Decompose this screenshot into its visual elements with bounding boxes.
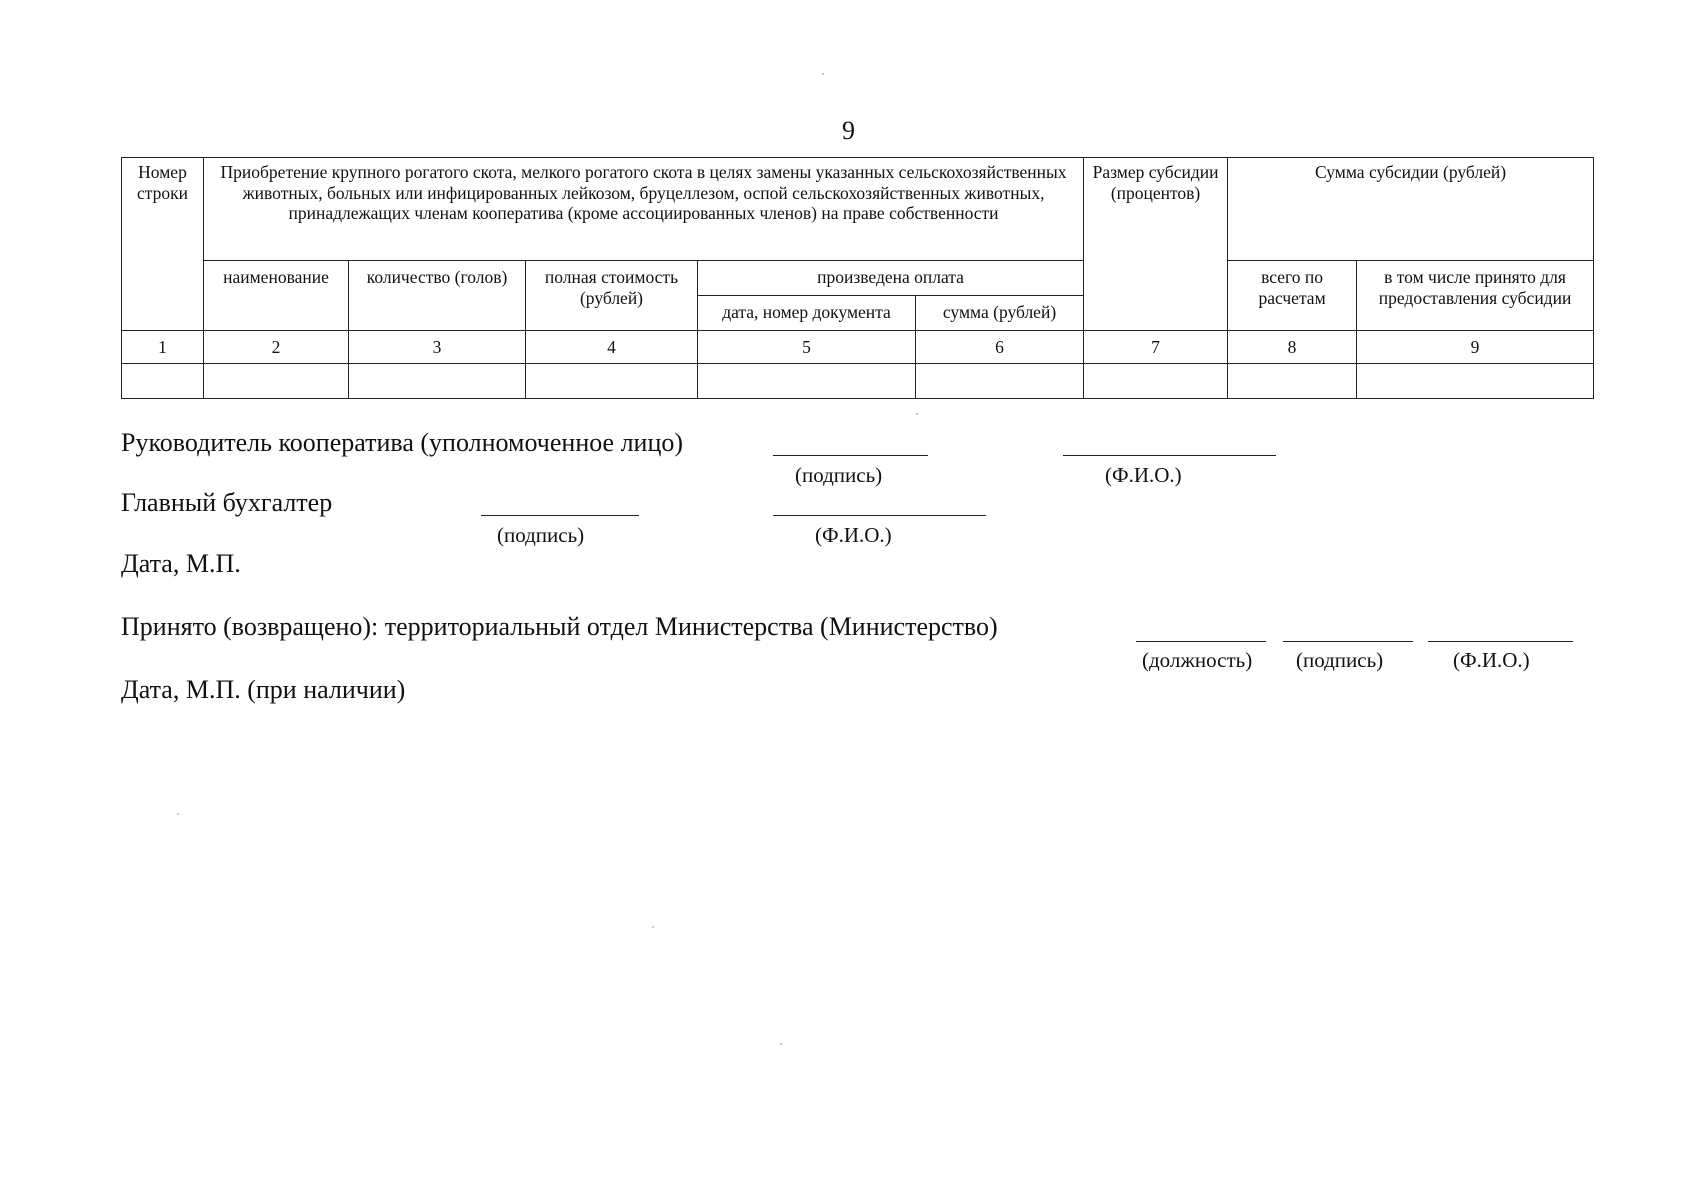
header-row-number: Номер строки	[122, 158, 204, 331]
page-number: 9	[842, 116, 855, 145]
column-number: 8	[1228, 331, 1357, 364]
column-number: 5	[698, 331, 916, 364]
header-subsidy-amount: Сумма субсидии (рублей)	[1228, 158, 1594, 261]
head-name-caption: (Ф.И.О.)	[1105, 463, 1182, 487]
accepted-position-line	[1136, 641, 1266, 642]
accountant-name-line	[773, 515, 986, 516]
head-name-line	[1063, 455, 1276, 456]
empty-cell	[204, 364, 349, 399]
accepted-signature-line	[1283, 641, 1413, 642]
accepted-name-line	[1428, 641, 1573, 642]
scan-speck	[780, 1043, 782, 1045]
scan-speck	[916, 413, 918, 415]
date-stamp: Дата, М.П.	[121, 549, 241, 578]
header-name: наименование	[204, 261, 349, 331]
column-number: 4	[526, 331, 698, 364]
head-label: Руководитель кооператива (уполномоченное лицо)	[121, 428, 684, 457]
empty-cell	[698, 364, 916, 399]
empty-cell	[122, 364, 204, 399]
header-payment-made: произведена оплата	[698, 261, 1084, 296]
header-total-calc: всего по расчетам	[1228, 261, 1357, 331]
empty-cell	[1084, 364, 1228, 399]
accountant-label: Главный бухгалтер	[121, 488, 333, 517]
header-payment-sum: сумма (рублей)	[916, 296, 1084, 331]
scan-speck	[822, 73, 824, 75]
accepted-name-caption: (Ф.И.О.)	[1453, 648, 1530, 672]
date-stamp-optional: Дата, М.П. (при наличии)	[121, 675, 406, 704]
header-payment-date-doc: дата, номер документа	[698, 296, 916, 331]
subsidy-table	[121, 157, 1594, 399]
column-number: 3	[349, 331, 526, 364]
header-acquisition: Приобретение крупного рогатого скота, мелкого рогатого скота в целях замены указанных сельскохозяйственных животных, больных или инфицированных лейкозом, бруцеллезом, оспой сельскохозяйственных животных, принадлежащих членам кооператива (кроме ассоциированных членов) на праве собственности	[204, 158, 1084, 261]
accountant-signature-caption: (подпись)	[497, 523, 585, 547]
head-signature-line	[773, 455, 928, 456]
accepted-position-caption: (должность)	[1142, 648, 1253, 672]
head-signature-caption: (подпись)	[795, 463, 883, 487]
empty-cell	[1357, 364, 1594, 399]
accepted-label: Принято (возвращено): территориальный отдел Министерства (Министерство)	[121, 612, 998, 641]
empty-cell	[916, 364, 1084, 399]
accepted-signature-caption: (подпись)	[1296, 648, 1384, 672]
column-number: 2	[204, 331, 349, 364]
accountant-signature-line	[481, 515, 639, 516]
scan-speck	[177, 813, 179, 815]
empty-cell	[526, 364, 698, 399]
scan-speck	[652, 926, 654, 928]
column-number: 1	[122, 331, 204, 364]
empty-cell	[1228, 364, 1357, 399]
header-quantity: количество (голов)	[349, 261, 526, 331]
accountant-name-caption: (Ф.И.О.)	[815, 523, 892, 547]
empty-cell	[349, 364, 526, 399]
column-number: 7	[1084, 331, 1228, 364]
header-full-cost: полная стоимость (рублей)	[526, 261, 698, 331]
column-number: 6	[916, 331, 1084, 364]
column-number: 9	[1357, 331, 1594, 364]
header-subsidy-rate: Размер субсидии (процентов)	[1084, 158, 1228, 331]
header-accepted: в том числе принято для предоставления субсидии	[1357, 261, 1594, 331]
